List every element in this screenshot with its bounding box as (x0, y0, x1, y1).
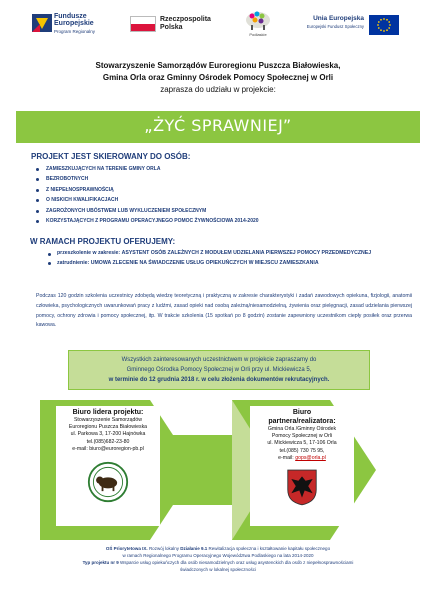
ue-name: Unia Europejska (313, 15, 364, 22)
partner-office-card (250, 406, 354, 526)
rzeczpospolita-logo (130, 14, 225, 36)
header-line-1: Stowarzyszenie Samorządów Euroregionu Puszcza Białowieska, (95, 61, 341, 70)
leader-line: Stowarzyszenie Samorządów (73, 417, 143, 423)
offer-value: ASYSTENT OSÓB ZALEŻNYCH Z MODUŁEM UDZIELANIA PIERWSZEJ POMOCY PRZEDMEDYCZNEJ (121, 250, 372, 256)
footer-line-4: świadczonych w lokalnej społeczności (179, 567, 257, 572)
bison-icon (244, 8, 272, 32)
footer-measure: Działanie 9.1 (180, 546, 208, 551)
organizers-header (40, 60, 396, 96)
ue-fund: Europejski Fundusz Społeczny (306, 24, 364, 29)
partner-line: Gmina Orla /Gminny Ośrodek (267, 426, 337, 432)
partner-line: ul. Mickiewicza 5, 17-106 Orla (267, 440, 337, 447)
fundusze-name-2: Europejskie (54, 20, 94, 27)
logo-strip (0, 0, 436, 46)
fundusze-europejskie-logo (32, 12, 124, 38)
eu-flag-icon (369, 15, 399, 35)
target-item: Z NIEPEŁNOSPRAWNOŚCIĄ (36, 185, 259, 195)
invite-line-2: Gminnego Ośrodka Pomocy Społecznej w Orli przy ul. Mickiewicza 5, (126, 367, 312, 373)
leader-line: e-mail: biuro@euroregion-pb.pl (72, 445, 144, 452)
leader-line: Euroregionu Puszcza Białowieska (68, 424, 148, 431)
polish-flag-icon (130, 16, 156, 32)
fundusze-program: Program Regionalny (54, 29, 96, 34)
header-line-2: Gmina Orla oraz Gminny Ośrodek Pomocy Społecznej w Orli (102, 73, 334, 82)
target-item: ZAGROŻONYCH UBÓSTWEM LUB WYKLUCZENIEM SPOŁECZNYM (36, 206, 259, 216)
offer-heading: W RAMACH PROJEKTU OFERUJEMY: (30, 237, 176, 246)
target-list (36, 164, 259, 226)
offer-key: przeszkolenie w zakresie: (57, 250, 121, 256)
orla-coat-of-arms (286, 468, 318, 506)
offer-value: UMOWA ZLECENIE NA ŚWIADCZENIE USŁUG OPIEKUŃCZYCH W MIEJSCU ZAMIESZKANIA (90, 259, 319, 266)
leader-line: ul. Parkowa 3, 17-200 Hajnówka (70, 431, 146, 438)
podlaskie-label: Podlaskie (249, 32, 267, 37)
partner-email-label: e-mail: (278, 454, 294, 461)
target-item: ZAMIESZKUJĄCYCH NA TERENIE GMINY ORLA (36, 164, 259, 174)
partner-email-line (250, 455, 354, 462)
rp-name-1: Rzeczpospolita (160, 16, 211, 23)
footer-project-type: Typ projektu nr 9 (82, 560, 119, 565)
fundusze-name-1: Fundusze (54, 13, 87, 20)
offer-list (48, 249, 423, 268)
rp-name-2: Polska (160, 24, 183, 31)
partner-title-1: Biuro (292, 409, 312, 416)
footer-project-desc: Wsparcie usług opiekuńczych dla osób niesamodzielnych oraz usług asystenckich dla osób z niepełnosprawnościami (120, 560, 354, 565)
target-item: O NISKICH KWALIFIKACJACH (36, 195, 259, 205)
project-title-banner (16, 111, 420, 143)
partner-email-link[interactable]: gops@orla.pl (295, 454, 326, 461)
invite-line-3: w terminie do 12 grudnia 2018 r. w celu złożenia dokumentów rekrutacyjnych. (108, 377, 330, 383)
offer-item-employment (48, 259, 423, 269)
footer-axis: OŚ Priorytetowa IX. (105, 546, 148, 551)
partner-line: tel.(085) 730 75 95, (279, 447, 325, 454)
euroregion-bison-logo (87, 461, 129, 503)
funding-footer (36, 545, 400, 573)
training-description: Podczas 120 godzin szkolenia uczestnicy zdobędą wiedzę teoretyczną i praktyczną w zakresie charakterystyki i zadań zawodowych opiekuna, fizjologii, anatomii człowieka, psychologicznych uwarunkowań pracy z ludźmi, zasad opieki nad osobą zależną/niesamodzielną, żywienia oraz pielęgnacji, zasad udzielania pierwszej pomocy, ochrony zdrowia i pomocy społecznej, itp. W trakcie szkolenia (15 spotkań po 8 godzin) zostanie zapewniony uczestnikom ciepły posiłek oraz przerwa kawowa. (36, 293, 412, 329)
partner-line: Pomocy Społecznej w Orli (271, 433, 333, 440)
footer-measure-name: Rewitalizacja społeczna i kształtowanie kapitału społecznego (208, 546, 331, 551)
recruitment-invitation (68, 350, 370, 390)
project-title: „ŻYĆ SPRAWNIEJ” (144, 116, 292, 135)
partner-title-2: partnera/realizatora: (268, 418, 336, 425)
target-item: KORZYSTAJĄCYCH Z PROGRAMU OPERACYJNEGO POMOC ŻYWNOŚCIOWA 2014-2020 (36, 216, 259, 226)
invite-line-1: Wszystkich zainteresowanych uczestnictwem w projekcie zapraszamy do (121, 357, 317, 363)
fundusze-star-icon (32, 14, 52, 32)
offer-item-training (48, 249, 423, 259)
leader-line: tel.(085)682-23-80 (86, 438, 130, 445)
target-heading: PROJEKT JEST SKIEROWANY DO OSÓB: (31, 152, 191, 161)
header-line-3: zaprasza do udziału w projekcie: (160, 85, 276, 94)
footer-line-2: w ramach Regionalnego Programu Operacyjnego Województwa Podlaskiego na lata 2014-2020 (122, 553, 314, 558)
unia-europejska-logo (294, 13, 404, 37)
leader-office-card (56, 406, 160, 526)
podlaskie-logo (244, 8, 272, 38)
footer-axis-name: Rozwój lokalny (148, 546, 179, 551)
offer-key: zatrudnienie: (57, 259, 90, 266)
target-item: BEZROBOTNYCH (36, 174, 259, 184)
leader-title: Biuro lidera projektu: (72, 409, 144, 416)
